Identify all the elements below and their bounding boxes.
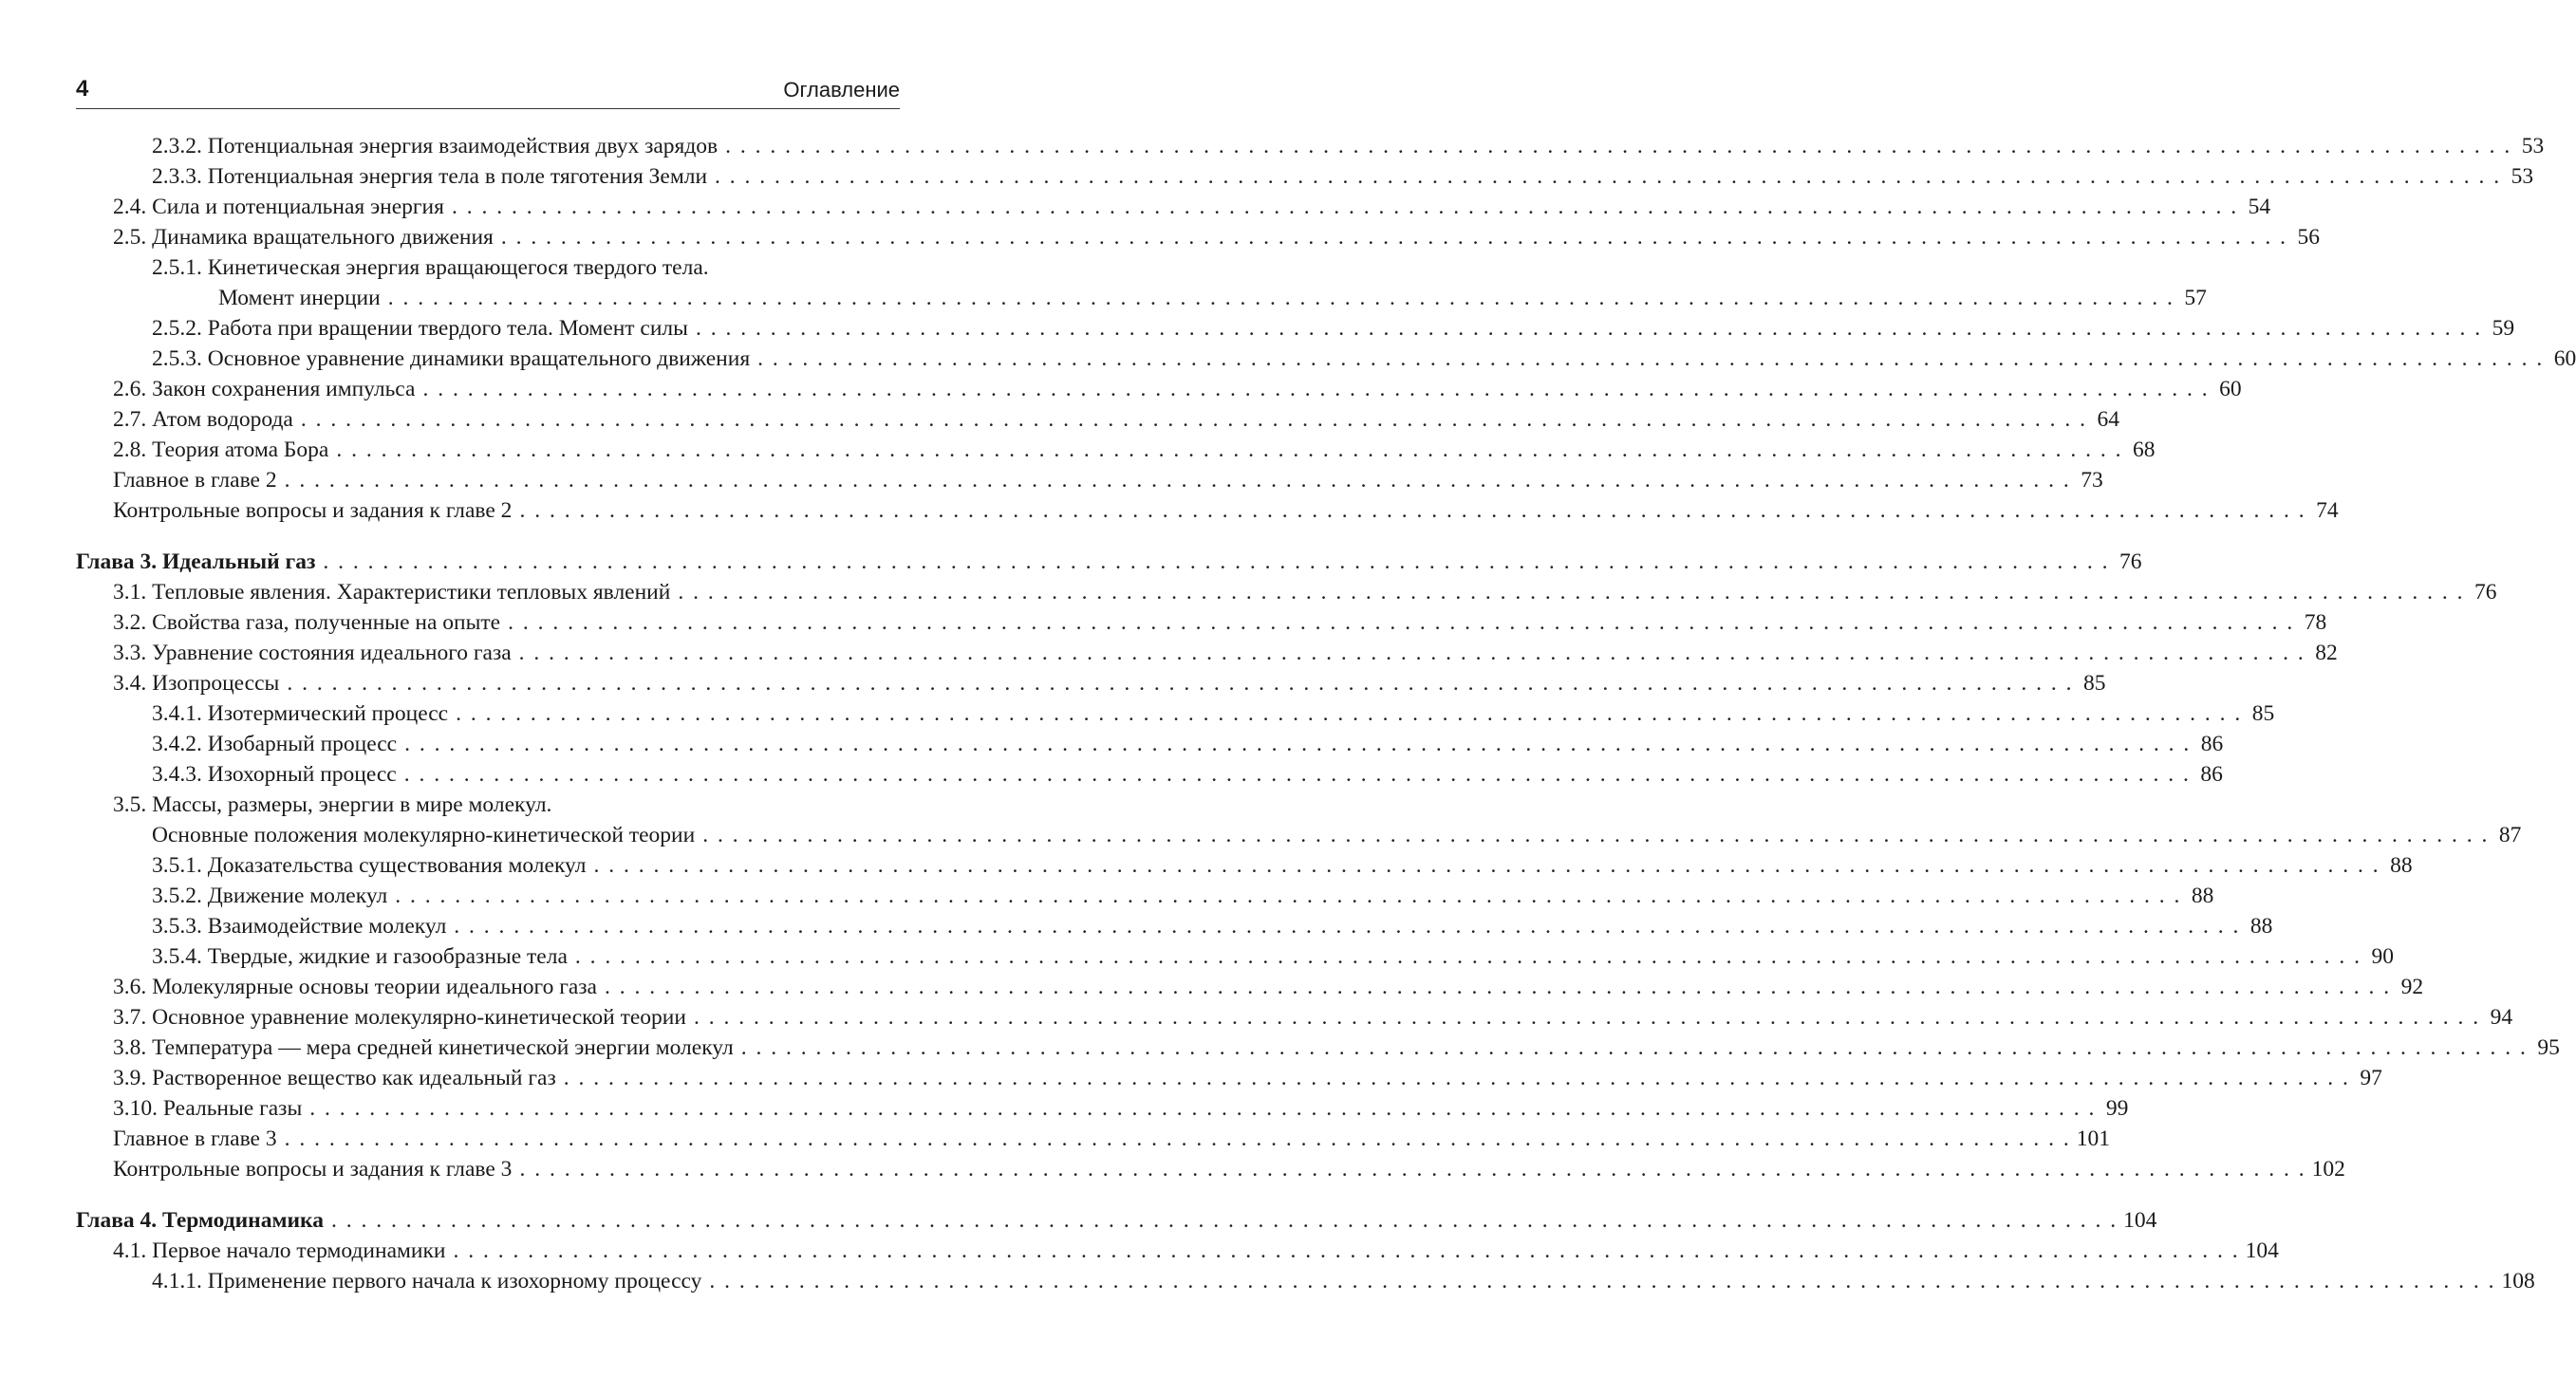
dot-leader: . . . . . . . . . . . . . . . . . . . . . . . . . . . . . . . . . . . . . . . . . . . . . . . . . . . . . . . . . . . . . . . . . . . . . . . . . . . . . . . . . . . . . . . . . . . . . . . . . . . . . . . . . . . . . . . . . . . . . . . . [454,914,2241,939]
toc-entry-title: Глава 4. Термодинамика [76,1208,324,1233]
dot-leader: . . . . . . . . . . . . . . . . . . . . . . . . . . . . . . . . . . . . . . . . . . . . . . . . . . . . . . . . . . . . . . . . . . . . . . . . . . . . . . . . . . . . . . . . . . . . . . . . . . . . . . . . . . . . . . . . . . . . . . . . [284,468,2071,493]
toc-entry[interactable] [0,1124,2110,1154]
toc-entry-title: 2.5. Динамика вращательного движения [113,225,494,250]
toc-entry-first-line: 3.5. Массы, размеры, энергии в мире молекул. [113,792,552,817]
toc-entry-title: 2.7. Атом водорода [113,407,293,432]
dot-leader: . . . . . . . . . . . . . . . . . . . . . . . . . . . . . . . . . . . . . . . . . . . . . . . . . . . . . . . . . . . . . . . . . . . . . . . . . . . . . . . . . . . . . . . . . . . . . . . . . . . . . . . . . . . . . . . . . . . . . . . . [593,853,2380,878]
toc-entry[interactable] [0,911,2273,941]
dot-leader: . . . . . . . . . . . . . . . . . . . . . . . . . . . . . . . . . . . . . . . . . . . . . . . . . . . . . . . . . . . . . . . . . . . . . . . . . . . . . . . . . . . . . . . . . . . . . . . . . . . . . . . . . . . . . . . . . . . . . . . . [678,580,2465,605]
toc-entry-page: 68 [2132,437,2156,462]
toc-entry-page: 94 [2490,1005,2513,1030]
toc-entry-page: 104 [2123,1208,2157,1233]
dot-leader: . . . . . . . . . . . . . . . . . . . . . . . . . . . . . . . . . . . . . . . . . . . . . . . . . . . . . . . . . . . . . . . . . . . . . . . . . . . . . . . . . . . . . . . . . . . . . . . . . . . . . . . . . . . . . . . . . . . . . . . . [395,884,2182,908]
toc-entry[interactable] [0,820,2522,850]
dot-leader: . . . . . . . . . . . . . . . . . . . . . . . . . . . . . . . . . . . . . . . . . . . . . . . . . . . . . . . . . . . . . . . . . . . . . . . . . . . . . . . . . . . . . . . . . . . . . . . . . . . . . . . . . . . . . . . . . . . . . . . . [715,164,2502,189]
toc-entry-title: 3.5.3. Взаимодействие молекул [152,914,447,939]
toc-entry-page: 88 [2191,884,2214,908]
toc-entry-page: 60 [2219,377,2242,401]
dot-leader: . . . . . . . . . . . . . . . . . . . . . . . . . . . . . . . . . . . . . . . . . . . . . . . . . . . . . . . . . . . . . . . . . . . . . . . . . . . . . . . . . . . . . . . . . . . . . . . . . . . . . . . . . . . . . . . . . . . . . . . . [709,1269,2496,1294]
toc-entry-title: 3.10. Реальные газы [113,1096,303,1121]
toc-entry-title: 2.4. Сила и потенциальная энергия [113,195,444,219]
toc-entry-title: 3.4. Изопроцессы [113,671,280,696]
dot-leader: . . . . . . . . . . . . . . . . . . . . . . . . . . . . . . . . . . . . . . . . . . . . . . . . . . . . . . . . . . . . . . . . . . . . . . . . . . . . . . . . . . . . . . . . . . . . . . . . . . . . . . . . . . . . . . . . . . . . . . . . [336,437,2123,462]
toc-entry-page: 74 [2316,498,2339,523]
dot-leader: . . . . . . . . . . . . . . . . . . . . . . . . . . . . . . . . . . . . . . . . . . . . . . . . . . . . . . . . . . . . . . . . . . . . . . . . . . . . . . . . . . . . . . . . . . . . . . . . . . . . . . . . . . . . . . . . . . . . . . . . [740,1035,2528,1060]
toc-entry-title: Контрольные вопросы и задания к главе 3 [113,1157,513,1182]
toc-entry-title: 3.6. Молекулярные основы теории идеального газа [113,975,597,999]
toc-entry[interactable] [0,344,2576,374]
toc-entry-title: 3.5.1. Доказательства существования молекул [152,853,587,878]
toc-entry-title: 2.5.3. Основное уравнение динамики вращательного движения [152,346,751,371]
toc-entry-page: 86 [2200,732,2224,756]
dot-leader: . . . . . . . . . . . . . . . . . . . . . . . . . . . . . . . . . . . . . . . . . . . . . . . . . . . . . . . . . . . . . . . . . . . . . . . . . . . . . . . . . . . . . . . . . . . . . . . . . . . . . . . . . . . . . . . . . . . . . . . . [330,1208,2119,1233]
dot-leader: . . . . . . . . . . . . . . . . . . . . . . . . . . . . . . . . . . . . . . . . . . . . . . . . . . . . . . . . . . . . . . . . . . . . . . . . . . . . . . . . . . . . . . . . . . . . . . . . . . . . . . . . . . . . . . . . . . . . . . . . [563,1066,2350,1090]
section-gap [0,526,949,547]
dot-leader: . . . . . . . . . . . . . . . . . . . . . . . . . . . . . . . . . . . . . . . . . . . . . . . . . . . . . . . . . . . . . . . . . . . . . . . . . . . . . . . . . . . . . . . . . . . . . . . . . . . . . . . . . . . . . . . . . . . . . . . . [702,823,2490,847]
toc-entry-title: 3.5.2. Движение молекул [152,884,388,908]
dot-leader: . . . . . . . . . . . . . . . . . . . . . . . . . . . . . . . . . . . . . . . . . . . . . . . . . . . . . . . . . . . . . . . . . . . . . . . . . . . . . . . . . . . . . . . . . . . . . . . . . . . . . . . . . . . . . . . . . . . . . . . . [757,346,2545,371]
toc-entry-title: 3.7. Основное уравнение молекулярно-кинетической теории [113,1005,686,1030]
dot-leader: . . . . . . . . . . . . . . . . . . . . . . . . . . . . . . . . . . . . . . . . . . . . . . . . . . . . . . . . . . . . . . . . . . . . . . . . . . . . . . . . . . . . . . . . . . . . . . . . . . . . . . . . . . . . . . . . . . . . . . . . [518,641,2305,665]
dot-leader: . . . . . . . . . . . . . . . . . . . . . . . . . . . . . . . . . . . . . . . . . . . . . . . . . . . . . . . . . . . . . . . . . . . . . . . . . . . . . . . . . . . . . . . . . . . . . . . . . . . . . . . . . . . . . . . . . . . . . . . . [323,549,2110,574]
toc-entry-title: Основные положения молекулярно-кинетической теории [152,823,696,847]
running-title: Оглавление [783,78,900,102]
toc-entry-page: 78 [2304,610,2327,635]
toc-entry-title: 3.5.4. Твердые, жидкие и газообразные тела [152,944,568,969]
toc-entry-page: 54 [2248,195,2271,219]
toc-entry-page: 56 [2297,225,2320,250]
toc-entry-page: 59 [2492,316,2515,341]
toc-entry-title: 4.1. Первое начало термодинамики [113,1238,446,1263]
toc-entry-page: 95 [2537,1035,2560,1060]
toc-entry-title: Главное в главе 2 [113,468,277,493]
table-of-contents [0,131,2576,1296]
toc-entry-title: 3.1. Тепловые явления. Характеристики тепловых явлений [113,580,671,605]
dot-leader: . . . . . . . . . . . . . . . . . . . . . . . . . . . . . . . . . . . . . . . . . . . . . . . . . . . . . . . . . . . . . . . . . . . . . . . . . . . . . . . . . . . . . . . . . . . . . . . . . . . . . . . . . . . . . . . . . . . . . . . . [693,1005,2481,1030]
toc-entry-first-line: 2.5.1. Кинетическая энергия вращающегося твердого тела. [152,255,709,280]
dot-leader: . . . . . . . . . . . . . . . . . . . . . . . . . . . . . . . . . . . . . . . . . . . . . . . . . . . . . . . . . . . . . . . . . . . . . . . . . . . . . . . . . . . . . . . . . . . . . . . . . . . . . . . . . . . . . . . . . . . . . . . . [284,1126,2071,1151]
toc-entry-page: 108 [2501,1269,2535,1294]
toc-entry-page: 57 [2184,286,2207,310]
toc-entry[interactable] [0,607,2327,638]
toc-entry[interactable] [0,881,2214,911]
toc-entry-page: 97 [2360,1066,2382,1090]
toc-entry-page: 88 [2390,853,2413,878]
toc-entry-title: Момент инерции [218,286,381,310]
toc-entry-title: 2.3.3. Потенциальная энергия тела в поле тяготения Земли [152,164,708,189]
toc-entry-page: 101 [2076,1126,2110,1151]
dot-leader: . . . . . . . . . . . . . . . . . . . . . . . . . . . . . . . . . . . . . . . . . . . . . . . . . . . . . . . . . . . . . . . . . . . . . . . . . . . . . . . . . . . . . . . . . . . . . . . . . . . . . . . . . . . . . . . . . . . . . . . . [519,498,2306,523]
toc-entry-title: 3.4.3. Изохорный процесс [152,762,397,787]
toc-entry-title: 3.3. Уравнение состояния идеального газа [113,641,512,665]
toc-entry[interactable] [0,1266,2535,1296]
toc-entry-title: 2.5.2. Работа при вращении твердого тела. Момент силы [152,316,688,341]
toc-entry-title: 3.4.1. Изотермический процесс [152,701,449,726]
dot-leader: . . . . . . . . . . . . . . . . . . . . . . . . . . . . . . . . . . . . . . . . . . . . . . . . . . . . . . . . . . . . . . . . . . . . . . . . . . . . . . . . . . . . . . . . . . . . . . . . . . . . . . . . . . . . . . . . . . . . . . . . [500,225,2287,250]
dot-leader: . . . . . . . . . . . . . . . . . . . . . . . . . . . . . . . . . . . . . . . . . . . . . . . . . . . . . . . . . . . . . . . . . . . . . . . . . . . . . . . . . . . . . . . . . . . . . . . . . . . . . . . . . . . . . . . . . . . . . . . . [387,286,2175,310]
dot-leader: . . . . . . . . . . . . . . . . . . . . . . . . . . . . . . . . . . . . . . . . . . . . . . . . . . . . . . . . . . . . . . . . . . . . . . . . . . . . . . . . . . . . . . . . . . . . . . . . . . . . . . . . . . . . . . . . . . . . . . . . [695,316,2483,341]
toc-entry[interactable] [0,465,2103,495]
toc-entry-page: 86 [2200,762,2223,787]
toc-entry-title: Главное в главе 3 [113,1126,277,1151]
toc-entry-page: 53 [2521,134,2545,158]
toc-entry[interactable] [0,192,2271,222]
dot-leader: . . . . . . . . . . . . . . . . . . . . . . . . . . . . . . . . . . . . . . . . . . . . . . . . . . . . . . . . . . . . . . . . . . . . . . . . . . . . . . . . . . . . . . . . . . . . . . . . . . . . . . . . . . . . . . . . . . . . . . . . [309,1096,2097,1121]
dot-leader: . . . . . . . . . . . . . . . . . . . . . . . . . . . . . . . . . . . . . . . . . . . . . . . . . . . . . . . . . . . . . . . . . . . . . . . . . . . . . . . . . . . . . . . . . . . . . . . . . . . . . . . . . . . . . . . . . . . . . . . . [287,671,2074,696]
dot-leader: . . . . . . . . . . . . . . . . . . . . . . . . . . . . . . . . . . . . . . . . . . . . . . . . . . . . . . . . . . . . . . . . . . . . . . . . . . . . . . . . . . . . . . . . . . . . . . . . . . . . . . . . . . . . . . . . . . . . . . . . [451,195,2239,219]
dot-leader: . . . . . . . . . . . . . . . . . . . . . . . . . . . . . . . . . . . . . . . . . . . . . . . . . . . . . . . . . . . . . . . . . . . . . . . . . . . . . . . . . . . . . . . . . . . . . . . . . . . . . . . . . . . . . . . . . . . . . . . . [574,944,2361,969]
toc-entry-title: Контрольные вопросы и задания к главе 2 [113,498,513,523]
toc-entry[interactable] [0,1154,2345,1184]
toc-entry[interactable] [0,850,2413,881]
toc-entry[interactable] [0,972,2424,1002]
toc-entry-title: 2.6. Закон сохранения импульса [113,377,416,401]
toc-entry[interactable] [0,1002,2513,1033]
toc-entry[interactable] [0,161,2534,192]
dot-leader: . . . . . . . . . . . . . . . . . . . . . . . . . . . . . . . . . . . . . . . . . . . . . . . . . . . . . . . . . . . . . . . . . . . . . . . . . . . . . . . . . . . . . . . . . . . . . . . . . . . . . . . . . . . . . . . . . . . . . . . . [300,407,2087,432]
toc-entry-title: 2.8. Теория атома Бора [113,437,329,462]
page-number: 4 [76,76,89,102]
toc-entry[interactable] [0,729,2224,759]
toc-entry[interactable] [0,941,2394,972]
toc-entry-page: 99 [2105,1096,2129,1121]
section-gap [0,1184,949,1205]
toc-entry[interactable] [0,1063,2382,1093]
toc-entry-title: Глава 3. Идеальный газ [76,549,316,574]
toc-entry[interactable] [0,668,2106,698]
toc-entry-page: 87 [2498,823,2522,847]
toc-entry-page: 64 [2097,407,2119,432]
toc-entry-page: 73 [2081,468,2103,493]
toc-chapter-entry[interactable] [0,1205,2157,1236]
toc-entry[interactable] [0,577,2497,607]
toc-entry-title: 4.1.1. Применение первого начала к изохорному процессу [152,1269,702,1294]
toc-entry[interactable] [0,638,2338,668]
toc-entry-title: 3.2. Свойства газа, полученные на опыте [113,610,501,635]
dot-leader: . . . . . . . . . . . . . . . . . . . . . . . . . . . . . . . . . . . . . . . . . . . . . . . . . . . . . . . . . . . . . . . . . . . . . . . . . . . . . . . . . . . . . . . . . . . . . . . . . . . . . . . . . . . . . . . . . . . . . . . . [508,610,2295,635]
toc-entry-page: 92 [2400,975,2424,999]
toc-entry-page: 60 [2553,346,2576,371]
page-header [76,74,900,109]
dot-leader: . . . . . . . . . . . . . . . . . . . . . . . . . . . . . . . . . . . . . . . . . . . . . . . . . . . . . . . . . . . . . . . . . . . . . . . . . . . . . . . . . . . . . . . . . . . . . . . . . . . . . . . . . . . . . . . . . . . . . . . . [422,377,2210,401]
toc-entry-title: 3.9. Растворенное вещество как идеальный газ [113,1066,556,1090]
toc-entry-title: 2.3.2. Потенциальная энергия взаимодействия двух зарядов [152,134,719,158]
toc-entry-title: 3.8. Температура — мера средней кинетической энергии молекул [113,1035,734,1060]
toc-entry[interactable] [0,222,2320,252]
toc-entry-page: 90 [2371,944,2394,969]
toc-entry[interactable] [0,313,2515,344]
toc-entry[interactable] [0,283,2207,313]
toc-entry[interactable] [0,1236,2279,1266]
dot-leader: . . . . . . . . . . . . . . . . . . . . . . . . . . . . . . . . . . . . . . . . . . . . . . . . . . . . . . . . . . . . . . . . . . . . . . . . . . . . . . . . . . . . . . . . . . . . . . . . . . . . . . . . . . . . . . . . . . . . . . . . [404,732,2192,756]
dot-leader: . . . . . . . . . . . . . . . . . . . . . . . . . . . . . . . . . . . . . . . . . . . . . . . . . . . . . . . . . . . . . . . . . . . . . . . . . . . . . . . . . . . . . . . . . . . . . . . . . . . . . . . . . . . . . . . . . . . . . . . . [725,134,2512,158]
toc-entry-title: 3.4.2. Изобарный процесс [152,732,398,756]
toc-entry[interactable] [0,1093,2129,1124]
toc-entry[interactable] [0,1033,2560,1063]
toc-entry-page: 85 [2082,671,2106,696]
toc-entry[interactable] [0,131,2545,161]
toc-entry-page: 53 [2511,164,2534,189]
toc-entry-page: 76 [2119,549,2142,574]
toc-entry[interactable] [0,495,2339,526]
toc-entry-page: 104 [2245,1238,2279,1263]
toc-entry-page: 82 [2315,641,2338,665]
dot-leader: . . . . . . . . . . . . . . . . . . . . . . . . . . . . . . . . . . . . . . . . . . . . . . . . . . . . . . . . . . . . . . . . . . . . . . . . . . . . . . . . . . . . . . . . . . . . . . . . . . . . . . . . . . . . . . . . . . . . . . . . [519,1157,2306,1182]
toc-entry[interactable] [0,374,2242,404]
dot-leader: . . . . . . . . . . . . . . . . . . . . . . . . . . . . . . . . . . . . . . . . . . . . . . . . . . . . . . . . . . . . . . . . . . . . . . . . . . . . . . . . . . . . . . . . . . . . . . . . . . . . . . . . . . . . . . . . . . . . . . . . [403,762,2191,787]
dot-leader: . . . . . . . . . . . . . . . . . . . . . . . . . . . . . . . . . . . . . . . . . . . . . . . . . . . . . . . . . . . . . . . . . . . . . . . . . . . . . . . . . . . . . . . . . . . . . . . . . . . . . . . . . . . . . . . . . . . . . . . . [456,701,2243,726]
dot-leader: . . . . . . . . . . . . . . . . . . . . . . . . . . . . . . . . . . . . . . . . . . . . . . . . . . . . . . . . . . . . . . . . . . . . . . . . . . . . . . . . . . . . . . . . . . . . . . . . . . . . . . . . . . . . . . . . . . . . . . . . [453,1238,2240,1263]
toc-entry[interactable] [0,404,2119,435]
toc-entry[interactable] [0,698,2275,729]
toc-entry[interactable] [0,435,2156,465]
toc-entry[interactable] [0,759,2223,790]
toc-entry-page: 102 [2311,1157,2345,1182]
toc-entry-page: 76 [2473,580,2497,605]
toc-chapter-entry[interactable] [0,547,2142,577]
dot-leader: . . . . . . . . . . . . . . . . . . . . . . . . . . . . . . . . . . . . . . . . . . . . . . . . . . . . . . . . . . . . . . . . . . . . . . . . . . . . . . . . . . . . . . . . . . . . . . . . . . . . . . . . . . . . . . . . . . . . . . . . [605,975,2392,999]
toc-entry-page: 88 [2249,914,2273,939]
toc-entry-page: 85 [2251,701,2275,726]
